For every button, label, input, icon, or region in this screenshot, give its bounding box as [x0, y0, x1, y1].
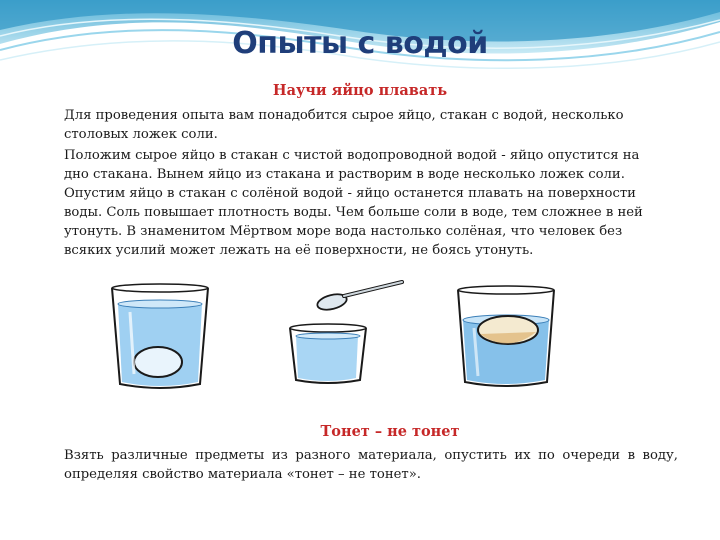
- paragraph-materials: Для проведения опыта вам понадобится сырое яйцо, стакан с водой, несколько столовых ложек соли.: [64, 108, 624, 142]
- section-heading-egg: Научи яйцо плавать: [272, 82, 448, 99]
- paragraph-sink-float-task: Взять различные предметы из разного материала, опустить их по очереди в воду, определяя свойство материала «тонет – не тонет».: [64, 448, 678, 482]
- paragraph-experiment: Положим сырое яйцо в стакан с чистой водопроводной водой - яйцо опустится на дно стакана. Вынем яйцо из стакана и растворим в воде несколько ложек соли. Опустим яйцо в стакан с солёной водой - яйцо останется плавать на поверхности воды. Соль повышает плотность воды. Чем больше соли в воде, тем сложнее в ней утонуть. В знаменитом Мёртвом море вода настолько солёная, что человек без всяких усилий может лежать на её поверхности, не боясь утонуть.: [64, 148, 643, 258]
- section-heading-sink-float: Тонет – не тонет: [320, 423, 460, 440]
- slide-title: Опыты с водой: [232, 26, 488, 61]
- glass-egg-sinks-illustration: [108, 282, 212, 390]
- glass-spoon-salt-illustration: [284, 276, 410, 386]
- glass-egg-floats-illustration: [454, 284, 558, 388]
